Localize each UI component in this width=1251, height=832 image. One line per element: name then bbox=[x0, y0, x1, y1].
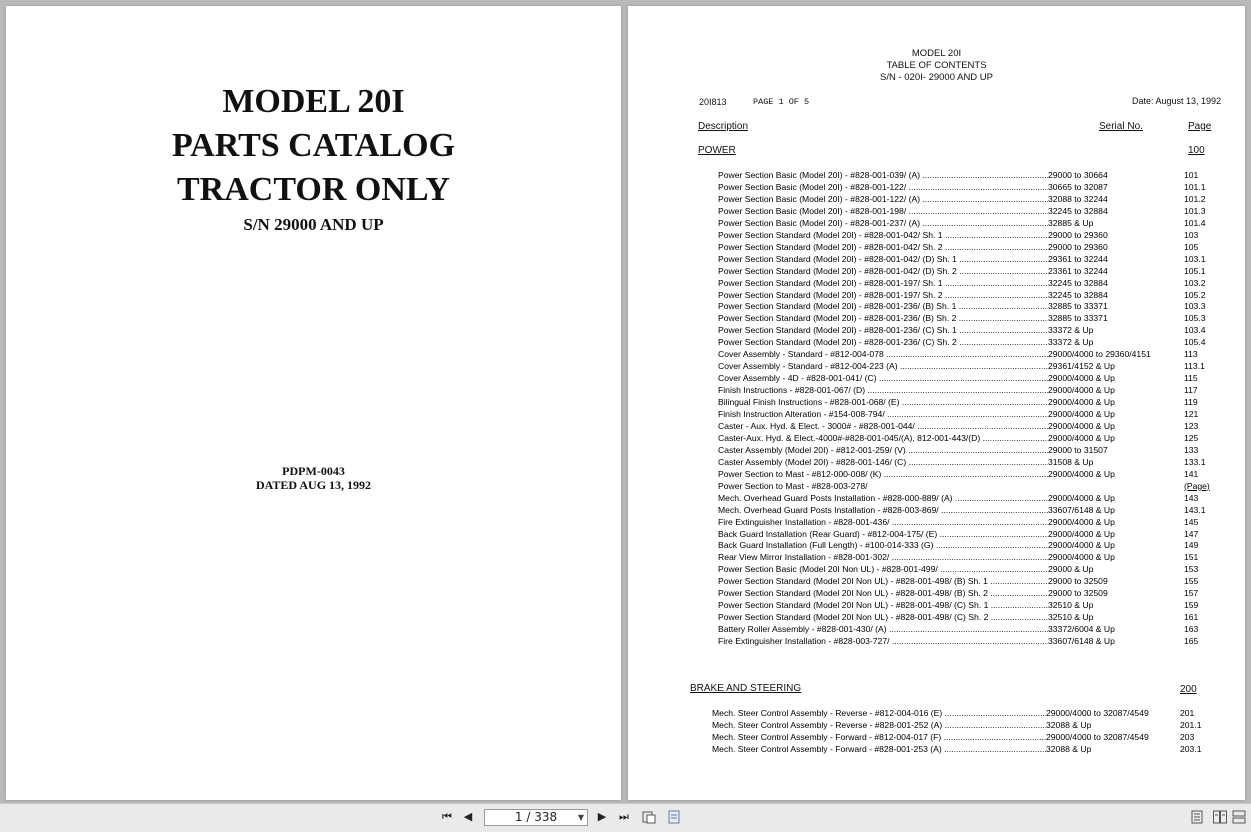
toc-row-description: Power Section Basic (Model 20I) - #828-001-039/ (A) ..... bbox=[718, 169, 1054, 181]
chevron-down-icon[interactable]: ▼ bbox=[577, 813, 584, 822]
toc-row-description: Rear View Mirror Installation - #828-001-302/ ..... bbox=[718, 551, 1054, 563]
toc-row-page: 201.1 bbox=[1180, 720, 1202, 730]
toc-row-serial: 29361 to 32244 bbox=[1048, 253, 1108, 264]
toc-row-serial: 29000/4000 & Up bbox=[1048, 468, 1115, 479]
toc-row-serial: 32088 & Up bbox=[1046, 744, 1092, 754]
toc-row-page: 161 bbox=[1184, 612, 1199, 623]
toc-row-description: Power Section to Mast - #828-003-278/ bbox=[718, 480, 868, 491]
toc-row[interactable] bbox=[718, 217, 1244, 229]
toc-row[interactable] bbox=[718, 432, 1244, 444]
toc-row-serial: 29000 to 32509 bbox=[1048, 576, 1108, 587]
toc-row-serial: 29000/4000 to 29360/4151 bbox=[1048, 349, 1151, 360]
toc-row-serial: 23361 to 32244 bbox=[1048, 265, 1108, 276]
toc-row-page: 103.4 bbox=[1184, 325, 1206, 336]
toc-row[interactable] bbox=[718, 181, 1244, 193]
toc-row[interactable] bbox=[718, 289, 1244, 301]
toc-row[interactable] bbox=[712, 719, 1240, 731]
toc-row-description: Power Section to Mast - #812-000-008/ (K) ..... bbox=[718, 468, 1054, 480]
toc-row-page: 149 bbox=[1184, 540, 1199, 551]
toc-row-page: 105.2 bbox=[1184, 289, 1206, 300]
toc-row-serial: 29000 to 31507 bbox=[1048, 444, 1108, 455]
toc-row-page: 105.4 bbox=[1184, 337, 1206, 348]
toc-row-description: Power Section Standard (Model 20I Non UL) - #828-001-498/ (B) Sh. 1 ..... bbox=[718, 575, 1054, 587]
toc-row-page: 165 bbox=[1184, 636, 1199, 647]
toc-row-page: 203.1 bbox=[1180, 744, 1202, 754]
toc-row-serial: 32245 to 32884 bbox=[1048, 205, 1108, 216]
toc-row-description: Caster - Aux. Hyd. & Elect. - 3000# - #828-001-044/ ..... bbox=[718, 420, 1054, 432]
toc-row-description: Power Section Basic (Model 20I) - #828-001-122/ ..... bbox=[718, 181, 1054, 193]
toc-row[interactable] bbox=[718, 468, 1244, 480]
toc-row-description: Mech. Overhead Guard Posts Installation - #828-000-889/ (A) ..... bbox=[718, 492, 1054, 504]
toc-row[interactable] bbox=[718, 300, 1244, 312]
toc-row-serial: 29000/4000 to 32087/4549 bbox=[1046, 732, 1149, 742]
toc-row-description: Finish Instruction Alteration - #154-008-794/ ..... bbox=[718, 408, 1054, 420]
toc-row[interactable] bbox=[718, 384, 1244, 396]
toc-row[interactable] bbox=[718, 456, 1244, 468]
toc-row-description: Cover Assembly - 4D - #828-001-041/ (C) ..... bbox=[718, 372, 1054, 384]
toc-row-serial: 33372 & Up bbox=[1048, 325, 1094, 336]
toc-row-page: 147 bbox=[1184, 528, 1199, 539]
toc-row-description: Power Section Standard (Model 20I) - #828-001-236/ (B) Sh. 1 ..... bbox=[718, 300, 1054, 312]
toc-row[interactable] bbox=[718, 396, 1244, 408]
toc-row-page: 125 bbox=[1184, 432, 1199, 443]
toc-row-page: 105.1 bbox=[1184, 265, 1206, 276]
toc-row[interactable] bbox=[718, 277, 1244, 289]
toc-header bbox=[628, 48, 1245, 84]
toc-row-serial: 29000/4000 to 32087/4549 bbox=[1046, 708, 1149, 718]
toc-row-page: 103 bbox=[1184, 229, 1199, 240]
previous-page-icon[interactable]: ◀ bbox=[463, 810, 473, 823]
toc-row-page: 143.1 bbox=[1184, 504, 1206, 515]
toc-row-page: 133 bbox=[1184, 444, 1199, 455]
toc-row-page: 121 bbox=[1184, 409, 1199, 419]
toc-row-description: Caster Assembly (Model 20I) - #812-001-259/ (V) ..... bbox=[718, 444, 1054, 456]
toc-row-description: Power Section Standard (Model 20I Non UL) - #828-001-498/ (C) Sh. 1 ..... bbox=[718, 599, 1054, 611]
cover-title-line: TRACTOR ONLY bbox=[176, 171, 450, 208]
toc-row-page: 101 bbox=[1184, 170, 1199, 180]
toc-row[interactable] bbox=[718, 324, 1244, 336]
column-header-page: Page bbox=[1188, 121, 1212, 132]
toc-page-of: PAGE 1 OF 5 bbox=[753, 97, 810, 107]
toc-row[interactable] bbox=[712, 731, 1240, 743]
toc-row-page: 159 bbox=[1184, 600, 1199, 611]
toc-code: 20I813 bbox=[699, 97, 727, 107]
toc-row[interactable] bbox=[712, 707, 1240, 719]
toc-row-serial: 29000 to 29360 bbox=[1048, 229, 1108, 240]
toc-row[interactable] bbox=[718, 169, 1244, 181]
toc-row-page: 155 bbox=[1184, 576, 1199, 587]
toc-row-description: Fire Extinguisher Installation - #828-001-436/ ..... bbox=[718, 516, 1054, 528]
toc-row[interactable] bbox=[718, 420, 1244, 432]
toc-row-serial: 32885 to 33371 bbox=[1048, 313, 1108, 324]
toc-row-description: Mech. Steer Control Assembly - Reverse - #828-001-252 (A) ..... bbox=[712, 719, 1048, 731]
toc-row-serial: 29000/4000 & Up bbox=[1048, 516, 1115, 527]
toc-row-description: Mech. Steer Control Assembly - Forward - #812-004-017 (F) ..... bbox=[712, 731, 1048, 743]
toc-row-page: 141 bbox=[1184, 468, 1199, 479]
toc-row[interactable] bbox=[718, 480, 1244, 492]
toc-header-serial: S/N - 020I- 29000 AND UP bbox=[880, 72, 993, 83]
cover-title-line: PARTS CATALOG bbox=[171, 127, 456, 164]
toc-row-serial: 32088 to 32244 bbox=[1048, 193, 1108, 204]
toc-row-serial: 29000 & Up bbox=[1048, 564, 1094, 575]
fit-width-icon[interactable] bbox=[642, 810, 656, 824]
toc-row-description: Power Section Standard (Model 20I Non UL) - #828-001-498/ (B) Sh. 2 ..... bbox=[718, 587, 1054, 599]
scroll-view-icon[interactable] bbox=[1232, 810, 1246, 824]
toc-row-page: 113 bbox=[1184, 349, 1198, 360]
toc-row-description: Power Section Standard (Model 20I) - #828-001-042/ (D) Sh. 2 ..... bbox=[718, 265, 1054, 277]
toc-row-serial: 29361/4152 & Up bbox=[1048, 361, 1115, 372]
fit-page-icon[interactable] bbox=[667, 810, 681, 824]
toc-row-page: 105 bbox=[1184, 241, 1199, 252]
toc-row-description: Bilingual Finish Instructions - #828-001-068/ (E) ..... bbox=[718, 396, 1054, 408]
toc-row-page: 117 bbox=[1184, 385, 1198, 396]
toc-row-description: Power Section Standard (Model 20I) - #828-001-236/ (C) Sh. 2 ..... bbox=[718, 336, 1054, 348]
toc-row[interactable] bbox=[718, 635, 1244, 647]
toc-row-page: 119 bbox=[1184, 397, 1198, 408]
toc-row-serial: 30665 to 32087 bbox=[1048, 181, 1108, 192]
section-title-brake-steering: BRAKE AND STEERING bbox=[690, 683, 802, 694]
toc-row-page: 163 bbox=[1184, 624, 1199, 635]
section-page-power: 100 bbox=[1188, 145, 1205, 156]
toc-row[interactable] bbox=[718, 229, 1244, 241]
toc-row-page: 105.3 bbox=[1184, 313, 1206, 324]
section-title-power: POWER bbox=[698, 145, 736, 156]
cover-page bbox=[6, 6, 621, 800]
toc-row-description: Cover Assembly - Standard - #812-004-078 ..... bbox=[718, 348, 1054, 360]
toc-row-description: Power Section Basic (Model 20I Non UL) - #828-001-499/ ..... bbox=[718, 563, 1054, 575]
toc-row-page: 101.2 bbox=[1184, 193, 1206, 204]
toc-row[interactable] bbox=[718, 193, 1244, 205]
toc-row-description: Power Section Basic (Model 20I) - #828-001-237/ (A) ..... bbox=[718, 217, 1054, 229]
toc-header-model: MODEL 20I bbox=[911, 48, 962, 59]
toc-row-page: 153 bbox=[1184, 564, 1199, 575]
toc-row-page: 157 bbox=[1184, 588, 1199, 599]
toc-row-serial: 32510 & Up bbox=[1048, 612, 1094, 623]
toc-header-title: TABLE OF CONTENTS bbox=[886, 60, 987, 71]
toc-row-serial: 29000 to 29360 bbox=[1048, 241, 1108, 252]
toc-row-page: 201 bbox=[1180, 708, 1195, 718]
toc-row-page: 133.1 bbox=[1184, 456, 1206, 467]
toc-row-description: Fire Extinguisher Installation - #828-003-727/ ..... bbox=[718, 635, 1054, 647]
toc-row-page: 101.4 bbox=[1184, 217, 1206, 228]
toc-row-serial: 29000/4000 & Up bbox=[1048, 385, 1115, 396]
toc-row-page: 103.3 bbox=[1184, 301, 1206, 312]
toc-row-description: Back Guard Installation (Full Length) - #100-014-333 (G) ..... bbox=[718, 539, 1054, 551]
toc-row-serial: 32885 & Up bbox=[1048, 217, 1094, 228]
toc-row[interactable] bbox=[718, 611, 1244, 623]
toc-row[interactable] bbox=[718, 444, 1244, 456]
toc-row-serial: 33607/6148 & Up bbox=[1048, 636, 1115, 647]
viewer-toolbar bbox=[0, 803, 1251, 832]
toc-row[interactable] bbox=[718, 516, 1244, 528]
first-page-icon[interactable]: ⏮ bbox=[442, 810, 452, 823]
toc-row[interactable] bbox=[718, 587, 1244, 599]
toc-row-serial: 33607/6148 & Up bbox=[1048, 504, 1115, 515]
toc-row-serial: 32510 & Up bbox=[1048, 600, 1094, 611]
toc-row-serial: 29000/4000 & Up bbox=[1048, 540, 1115, 551]
page-number-input[interactable] bbox=[484, 809, 588, 826]
toc-row-page: 123 bbox=[1184, 420, 1199, 431]
toc-row[interactable] bbox=[718, 265, 1244, 277]
toc-row-serial: 33372 & Up bbox=[1048, 337, 1094, 348]
doc-date: DATED AUG 13, 1992 bbox=[255, 478, 372, 492]
toc-row-description: Power Section Standard (Model 20I) - #828-001-197/ Sh. 1 ..... bbox=[718, 277, 1054, 289]
toc-row[interactable] bbox=[718, 241, 1244, 253]
page-indicator: 1 / 338 bbox=[514, 810, 558, 824]
toc-row[interactable] bbox=[718, 575, 1244, 587]
toc-row-page: (Page) bbox=[1184, 480, 1210, 491]
toc-row-serial: 29000/4000 & Up bbox=[1048, 409, 1115, 419]
toc-row-serial: 29000/4000 & Up bbox=[1048, 492, 1115, 503]
toc-row-description: Power Section Standard (Model 20I) - #828-001-236/ (C) Sh. 1 ..... bbox=[718, 324, 1054, 336]
toc-row[interactable] bbox=[718, 360, 1244, 372]
toc-row[interactable] bbox=[718, 563, 1244, 575]
toc-row-description: Finish Instructions - #828-001-067/ (D) ..... bbox=[718, 384, 1054, 396]
toc-row-serial: 31508 & Up bbox=[1048, 456, 1094, 467]
toc-row-serial: 32245 to 32884 bbox=[1048, 289, 1108, 300]
cover-doc-info bbox=[6, 464, 621, 492]
toc-row-description: Mech. Steer Control Assembly - Forward - #828-001-253 (A) ..... bbox=[712, 743, 1048, 755]
toc-row-serial: 32245 to 32884 bbox=[1048, 277, 1108, 288]
toc-row-description: Power Section Basic (Model 20I) - #828-001-198/ ..... bbox=[718, 205, 1054, 217]
toc-row-description: Mech. Overhead Guard Posts Installation - #828-003-869/ ..... bbox=[718, 504, 1054, 516]
toc-row-page: 103.2 bbox=[1184, 277, 1206, 288]
toc-row-serial: 29000/4000 & Up bbox=[1048, 397, 1115, 408]
toc-row[interactable] bbox=[718, 205, 1244, 217]
toc-row-description: Power Section Standard (Model 20I) - #828-001-236/ (B) Sh. 2 ..... bbox=[718, 312, 1054, 324]
toc-row-description: Power Section Standard (Model 20I) - #828-001-042/ (D) Sh. 1 ..... bbox=[718, 253, 1054, 265]
toc-row[interactable] bbox=[718, 312, 1244, 324]
toc-row-description: Back Guard Installation (Rear Guard) - #812-004-175/ (E) ..... bbox=[718, 528, 1054, 540]
toc-row-description: Power Section Standard (Model 20I Non UL) - #828-001-498/ (C) Sh. 2 ..... bbox=[718, 611, 1054, 623]
toc-row[interactable] bbox=[718, 539, 1244, 551]
toc-row[interactable] bbox=[718, 492, 1244, 504]
toc-row-description: Power Section Standard (Model 20I) - #828-001-197/ Sh. 2 ..... bbox=[718, 289, 1054, 301]
column-header-description: Description bbox=[698, 121, 749, 132]
toc-row-description: Power Section Standard (Model 20I) - #828-001-042/ Sh. 1 ..... bbox=[718, 229, 1054, 241]
last-page-icon[interactable]: ⏭ bbox=[619, 810, 629, 823]
toc-row[interactable] bbox=[718, 408, 1244, 420]
doc-number: PDPM-0043 bbox=[282, 464, 345, 478]
toc-row[interactable] bbox=[718, 551, 1244, 563]
toc-row-page: 101.3 bbox=[1184, 205, 1206, 216]
toc-row-description: Battery Roller Assembly - #828-001-430/ (A) ..... bbox=[718, 623, 1054, 635]
toc-row-serial: 29000/4000 & Up bbox=[1048, 420, 1115, 431]
toc-row-page: 145 bbox=[1184, 516, 1199, 527]
toc-row-serial: 33372/6004 & Up bbox=[1048, 624, 1115, 635]
toc-row-serial: 29000/4000 & Up bbox=[1048, 528, 1115, 539]
toc-row-page: 113.1 bbox=[1184, 361, 1205, 372]
toc-date: Date: August 13, 1992 bbox=[1132, 96, 1222, 106]
cover-serial: S/N 29000 AND UP bbox=[243, 215, 384, 234]
toc-row-description: Power Section Standard (Model 20I) - #828-001-042/ Sh. 2 ..... bbox=[718, 241, 1054, 253]
toc-row-page: 101.1 bbox=[1184, 181, 1206, 192]
next-page-icon[interactable]: ▶ bbox=[597, 810, 607, 823]
toc-row-description: Cover Assembly - Standard - #812-004-223 (A) ..... bbox=[718, 360, 1054, 372]
toc-row[interactable] bbox=[718, 504, 1244, 516]
toc-row-page: 143 bbox=[1184, 492, 1199, 503]
toc-row-serial: 29000 to 30664 bbox=[1048, 170, 1108, 180]
cover-title bbox=[6, 80, 621, 236]
toc-row-description: Caster-Aux. Hyd. & Elect.-4000#-#828-001-045/(A), 812-001-443/(D) ..... bbox=[718, 432, 1054, 444]
toc-row-description: Mech. Steer Control Assembly - Reverse - #812-004-016 (E) ..... bbox=[712, 707, 1048, 719]
toc-row-serial: 32885 to 33371 bbox=[1048, 301, 1108, 312]
toc-row-page: 103.1 bbox=[1184, 253, 1206, 264]
toc-row[interactable] bbox=[718, 253, 1244, 265]
cover-title-line: MODEL 20I bbox=[222, 83, 405, 120]
toc-row-serial: 29000/4000 & Up bbox=[1048, 552, 1115, 563]
toc-row[interactable] bbox=[718, 599, 1244, 611]
toc-row[interactable] bbox=[718, 623, 1244, 635]
two-page-view-icon[interactable] bbox=[1213, 810, 1227, 824]
toc-row-page: 203 bbox=[1180, 732, 1195, 742]
toc-row[interactable] bbox=[718, 348, 1244, 360]
toc-row-description: Power Section Basic (Model 20I) - #828-001-122/ (A) ..... bbox=[718, 193, 1054, 205]
toc-row-page: 151 bbox=[1184, 552, 1199, 563]
toc-row[interactable] bbox=[712, 743, 1240, 755]
single-page-view-icon[interactable] bbox=[1190, 810, 1204, 824]
column-header-serial: Serial No. bbox=[1099, 121, 1143, 132]
toc-row-description: Caster Assembly (Model 20I) - #828-001-146/ (C) ..... bbox=[718, 456, 1054, 468]
toc-row-serial: 32088 & Up bbox=[1046, 720, 1092, 730]
toc-row-serial: 29000/4000 & Up bbox=[1048, 432, 1115, 443]
toc-row-serial: 29000 to 32509 bbox=[1048, 588, 1108, 599]
section-page-brake-steering: 200 bbox=[1180, 684, 1197, 695]
toc-row[interactable] bbox=[718, 528, 1244, 540]
toc-row[interactable] bbox=[718, 372, 1244, 384]
toc-row[interactable] bbox=[718, 336, 1244, 348]
toc-row-page: 115 bbox=[1184, 373, 1198, 384]
toc-page bbox=[628, 6, 1245, 800]
toc-row-serial: 29000/4000 & Up bbox=[1048, 373, 1115, 384]
